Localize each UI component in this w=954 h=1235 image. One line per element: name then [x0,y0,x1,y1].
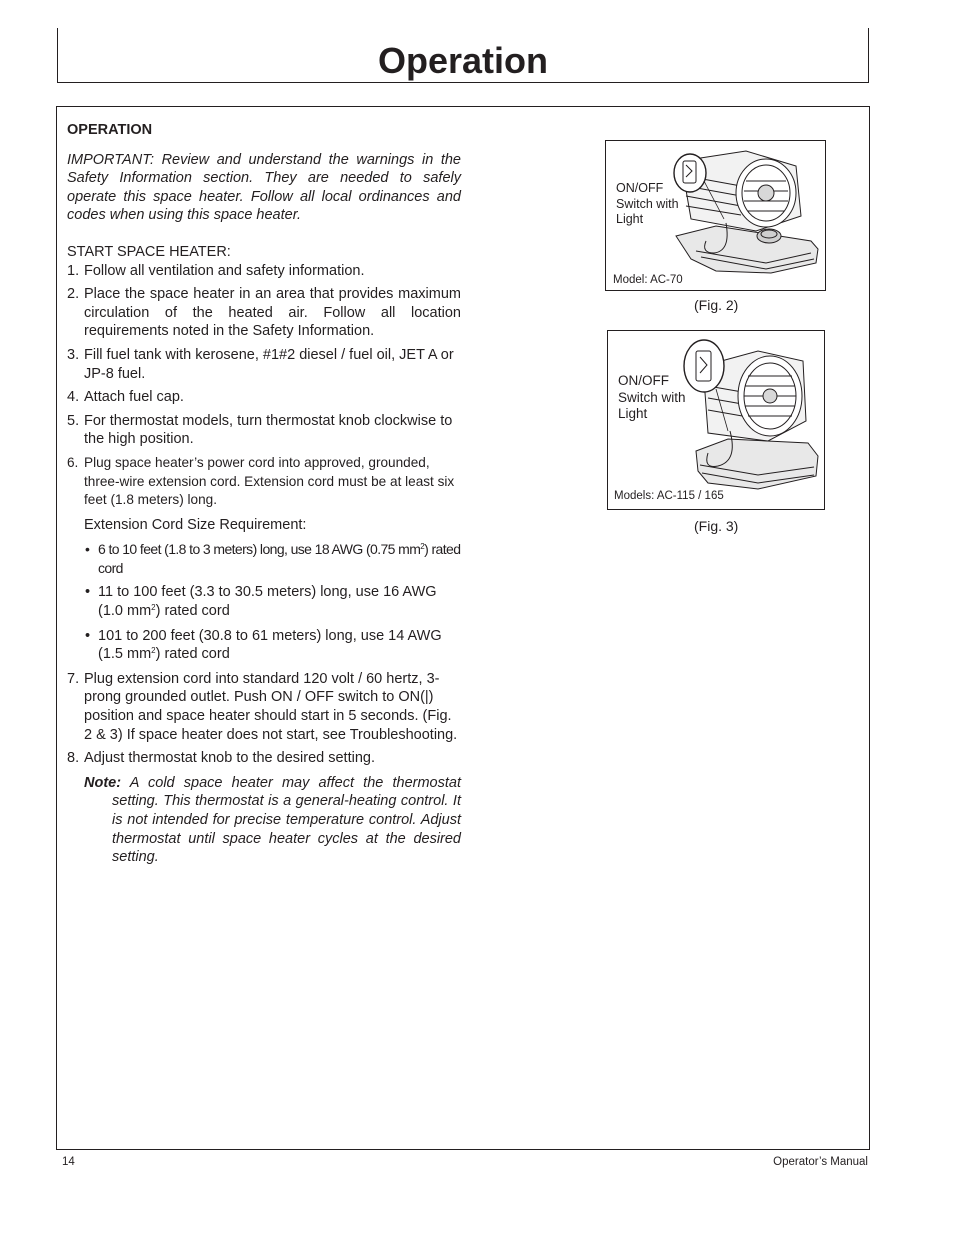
step-number: 3. [67,346,80,363]
step-3 [67,346,461,383]
bullet-text-pre: 11 to 100 feet (3.3 to 30.5 meters) long, use 16 AWG (1.0 mm [98,584,437,620]
extension-bullet-3 [67,627,461,664]
figure-label-line: ON/OFF [616,181,664,195]
operation-text-column [67,121,461,867]
figure-2-model: Model: AC-70 [613,274,683,286]
figure-3-switch-label [618,373,686,423]
manual-name: Operator’s Manual [773,1156,868,1168]
bullet-sup: 2 [151,603,156,613]
figure-3-caption: (Fig. 3) [694,518,739,534]
figure-label-line: Light [616,212,644,226]
important-notice: IMPORTANT: Review and understand the warnings in the Safety Information section. They are needed to safely operate this space heater. Follow all local ordinances and codes when using this space heater. [67,151,461,224]
step-number: 2. [67,286,80,303]
page-number: 14 [62,1156,75,1168]
bullet-symbol: • [85,584,91,601]
step-text: Plug extension cord into standard 120 volt / 60 hertz, 3-prong grounded outlet. Push ON / OFF switch to ON(|) position and space heater should start in 5 seconds. (Fig. 2 & 3) If space heater does not start, see Troubleshooting. [84,670,458,743]
figure-label-line: Light [618,406,648,421]
step-2 [67,285,461,341]
extension-cord-heading: Extension Cord Size Requirement: [84,516,307,533]
step-text: Fill fuel tank with kerosene, #1#2 diesel / fuel oil, JET A or JP-8 fuel. [84,346,454,382]
figure-label-line: Switch with [618,389,686,405]
start-heater-label: START SPACE HEATER: [67,243,231,260]
figure-label-line: ON/OFF [618,373,669,388]
bullet-text-pre: 101 to 200 feet (30.8 to 61 meters) long, use 14 AWG (1.5 mm [98,627,442,663]
extension-bullet-2 [67,583,461,620]
page-title: Operation [377,40,548,81]
header-box [57,28,869,83]
bullet-symbol: • [85,541,90,558]
step-text: For thermostat models, turn thermostat knob clockwise to the high position. [84,412,453,448]
step-text: Follow all ventilation and safety information. [84,262,365,279]
step-6 [67,454,461,510]
bullet-text-post: ) rated cord [155,603,230,620]
note-text: A cold space heater may affect the thermostat setting. This thermostat is a general-heating control. It is not intended for precise temperature control. Adjust thermostat until space heater cycles at the desired setting. [112,774,461,866]
step-8 [67,749,461,768]
figure-2-switch-label [616,181,679,228]
figure-2-caption: (Fig. 2) [694,297,739,313]
step-number: 8. [67,750,80,767]
bullet-text-pre: 6 to 10 feet (1.8 to 3 meters) long, use 18 AWG (0.75 mm [98,541,421,558]
bullet-sup: 2 [151,646,156,656]
step-7 [67,670,461,744]
figure-3-model: Models: AC-115 / 165 [614,490,724,502]
step-text: Place the space heater in an area that provides maximum circulation of the heated air. Follow all location requirements noted in the Safety Information. [84,286,461,340]
step-1 [67,262,461,281]
step-number: 7. [67,670,80,687]
step-5 [67,412,461,449]
step-text: Adjust thermostat knob to the desired setting. [84,750,375,767]
step-number: 6. [67,454,79,470]
bullet-text-post: ) rated cord [98,541,461,576]
step-number: 1. [67,262,80,279]
figure-3-ac115-165 [607,330,825,510]
figure-label-line: Switch with [616,196,679,211]
bullet-sup: 2 [420,542,425,552]
note-label: Note: [84,774,122,791]
figure-2-ac70 [605,140,826,291]
step-text: Plug space heater’s power cord into approved, grounded, three-wire extension cord. Extension cord must be at least six feet (1.8 meters) long. [84,454,455,508]
bullet-symbol: • [85,627,91,644]
step-text: Attach fuel cap. [84,389,184,406]
bullet-text-post: ) rated cord [155,646,230,663]
step-number: 5. [67,412,80,429]
section-heading: OPERATION [67,122,153,138]
thermostat-note [67,774,461,867]
step-number: 4. [67,389,80,406]
step-4 [67,388,461,407]
extension-bullet-1 [67,540,461,577]
